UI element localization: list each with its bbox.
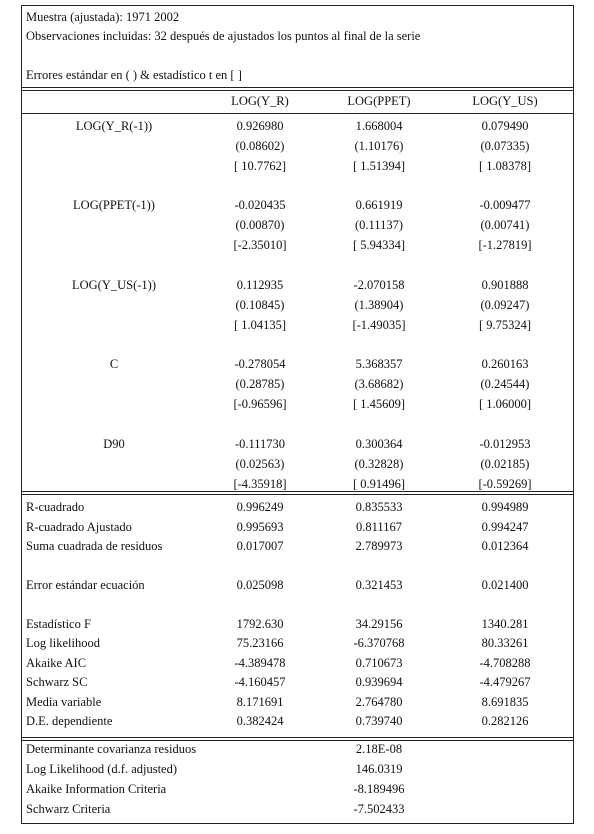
stat-value: 0.835533 — [355, 500, 403, 514]
stat-value: -6.370768 — [353, 636, 405, 650]
stat-value: 0.710673 — [355, 656, 403, 670]
standard-error-value: (0.09247) — [480, 298, 530, 312]
coefficient-value: 0.661919 — [355, 198, 403, 212]
stat-value: 0.382424 — [236, 714, 284, 728]
stat-value: 80.33261 — [481, 636, 529, 650]
standard-error-value: (0.00870) — [235, 218, 285, 232]
column-header-log-y-us: LOG(Y_US) — [472, 94, 538, 108]
stat-value: -4.160457 — [234, 675, 286, 689]
column-header-log-y-r: LOG(Y_R) — [231, 94, 289, 108]
stat-label: Suma cuadrada de residuos — [26, 539, 163, 553]
stat-value: 0.282126 — [481, 714, 529, 728]
standard-error-value: (0.28785) — [235, 377, 285, 391]
t-statistic-value: [ 1.04135] — [233, 318, 287, 332]
coefficient-value: 0.901888 — [481, 278, 529, 292]
stat-value: -4.389478 — [234, 656, 286, 670]
divider-columns — [22, 113, 573, 114]
coefficient-value: 0.079490 — [481, 119, 529, 133]
stat-label: Log likelihood — [26, 636, 100, 650]
stat-label: Schwarz SC — [26, 675, 88, 689]
t-statistic-value: [-0.96596] — [233, 397, 287, 411]
system-stat-value: -8.189496 — [353, 782, 405, 796]
coefficient-value: 0.300364 — [355, 437, 403, 451]
stat-value: 0.994989 — [481, 500, 529, 514]
t-statistic-value: [-4.35918] — [233, 477, 287, 491]
t-statistic-value: [-1.49035] — [352, 318, 406, 332]
coefficient-label: LOG(PPET(-1)) — [73, 198, 155, 212]
coefficient-value: -0.278054 — [234, 357, 286, 371]
stat-value: 0.012364 — [481, 539, 529, 553]
standard-error-value: (1.38904) — [354, 298, 404, 312]
coefficient-label: D90 — [103, 437, 125, 451]
stat-value: 0.996249 — [236, 500, 284, 514]
stat-value: 0.811167 — [356, 520, 402, 534]
stat-label: D.E. dependiente — [26, 714, 113, 728]
coefficient-value: 0.926980 — [236, 119, 284, 133]
system-stat-label: Schwarz Criteria — [26, 802, 111, 816]
system-stat-label: Akaike Information Criteria — [26, 782, 167, 796]
coefficient-value: -0.009477 — [479, 198, 531, 212]
stat-value: 0.994247 — [481, 520, 529, 534]
standard-error-value: (0.10845) — [235, 298, 285, 312]
stat-value: 0.739740 — [355, 714, 403, 728]
standard-error-value: (3.68682) — [354, 377, 404, 391]
t-statistic-value: [ 5.94334] — [352, 238, 406, 252]
stat-value: 75.23166 — [236, 636, 284, 650]
stat-label: R-cuadrado Ajustado — [26, 520, 132, 534]
coefficient-label: LOG(Y_R(-1)) — [75, 119, 153, 133]
coefficient-value: 5.368357 — [355, 357, 403, 371]
coefficient-value: -0.012953 — [479, 437, 531, 451]
stat-value: 8.171691 — [236, 695, 284, 709]
t-statistic-value: [ 0.91496] — [352, 477, 406, 491]
observations-line: Observaciones incluidas: 32 después de ajustados los puntos al final de la serie — [26, 29, 421, 43]
coefficient-value: -0.020435 — [234, 198, 286, 212]
system-stat-value: -7.502433 — [353, 802, 405, 816]
t-statistic-value: [ 1.51394] — [352, 159, 406, 173]
system-stat-value: 146.0319 — [355, 762, 403, 776]
t-statistic-value: [-1.27819] — [478, 238, 532, 252]
standard-error-value: (0.02185) — [480, 457, 530, 471]
standard-error-value: (0.24544) — [480, 377, 530, 391]
column-header-log-ppet: LOG(PPET) — [347, 94, 411, 108]
standard-error-value: (1.10176) — [354, 139, 404, 153]
stat-value: 2.764780 — [355, 695, 403, 709]
standard-error-value: (0.11137) — [354, 218, 404, 232]
stat-value: 1792.630 — [236, 617, 284, 631]
stat-value: -4.479267 — [479, 675, 531, 689]
stat-value: -4.708288 — [479, 656, 531, 670]
stat-value: 0.939694 — [355, 675, 403, 689]
stat-value: 0.017007 — [236, 539, 284, 553]
t-statistic-value: [ 10.7762] — [233, 159, 287, 173]
var-estimation-table — [21, 5, 574, 824]
divider-coefficients — [22, 491, 573, 495]
stat-value: 8.691835 — [481, 695, 529, 709]
standard-errors-note: Errores estándar en ( ) & estadístico t en [ ] — [26, 68, 242, 82]
stat-label: Akaike AIC — [26, 656, 87, 670]
stat-value: 0.995693 — [236, 520, 284, 534]
sample-line: Muestra (ajustada): 1971 2002 — [26, 10, 180, 24]
standard-error-value: (0.08602) — [235, 139, 285, 153]
stat-label: Estadístico F — [26, 617, 91, 631]
coefficient-value: 0.112935 — [236, 278, 284, 292]
coefficient-label: C — [109, 357, 119, 371]
divider-header — [22, 87, 573, 91]
stat-value: 1340.281 — [481, 617, 529, 631]
divider-stats — [22, 737, 573, 741]
standard-error-value: (0.02563) — [235, 457, 285, 471]
coefficient-value: -0.111730 — [234, 437, 286, 451]
stat-value: 34.29156 — [355, 617, 403, 631]
system-stat-value: 2.18E-08 — [355, 742, 403, 756]
stat-label: Media variable — [26, 695, 102, 709]
coefficient-value: 1.668004 — [355, 119, 403, 133]
stat-value: 0.321453 — [355, 578, 403, 592]
stat-label: R-cuadrado — [26, 500, 85, 514]
t-statistic-value: [-0.59269] — [478, 477, 532, 491]
t-statistic-value: [ 1.06000] — [478, 397, 532, 411]
t-statistic-value: [ 1.45609] — [352, 397, 406, 411]
coefficient-value: -2.070158 — [353, 278, 405, 292]
standard-error-value: (0.07335) — [480, 139, 530, 153]
standard-error-value: (0.32828) — [354, 457, 404, 471]
system-stat-label: Determinante covarianza residuos — [26, 742, 197, 756]
t-statistic-value: [ 9.75324] — [478, 318, 532, 332]
t-statistic-value: [-2.35010] — [233, 238, 287, 252]
system-stat-label: Log Likelihood (d.f. adjusted) — [26, 762, 178, 776]
t-statistic-value: [ 1.08378] — [478, 159, 532, 173]
stat-value: 0.025098 — [236, 578, 284, 592]
coefficient-value: 0.260163 — [481, 357, 529, 371]
coefficient-label: LOG(Y_US(-1)) — [71, 278, 157, 292]
stat-label: Error estándar ecuación — [26, 578, 145, 592]
stat-value: 0.021400 — [481, 578, 529, 592]
stat-value: 2.789973 — [355, 539, 403, 553]
standard-error-value: (0.00741) — [480, 218, 530, 232]
